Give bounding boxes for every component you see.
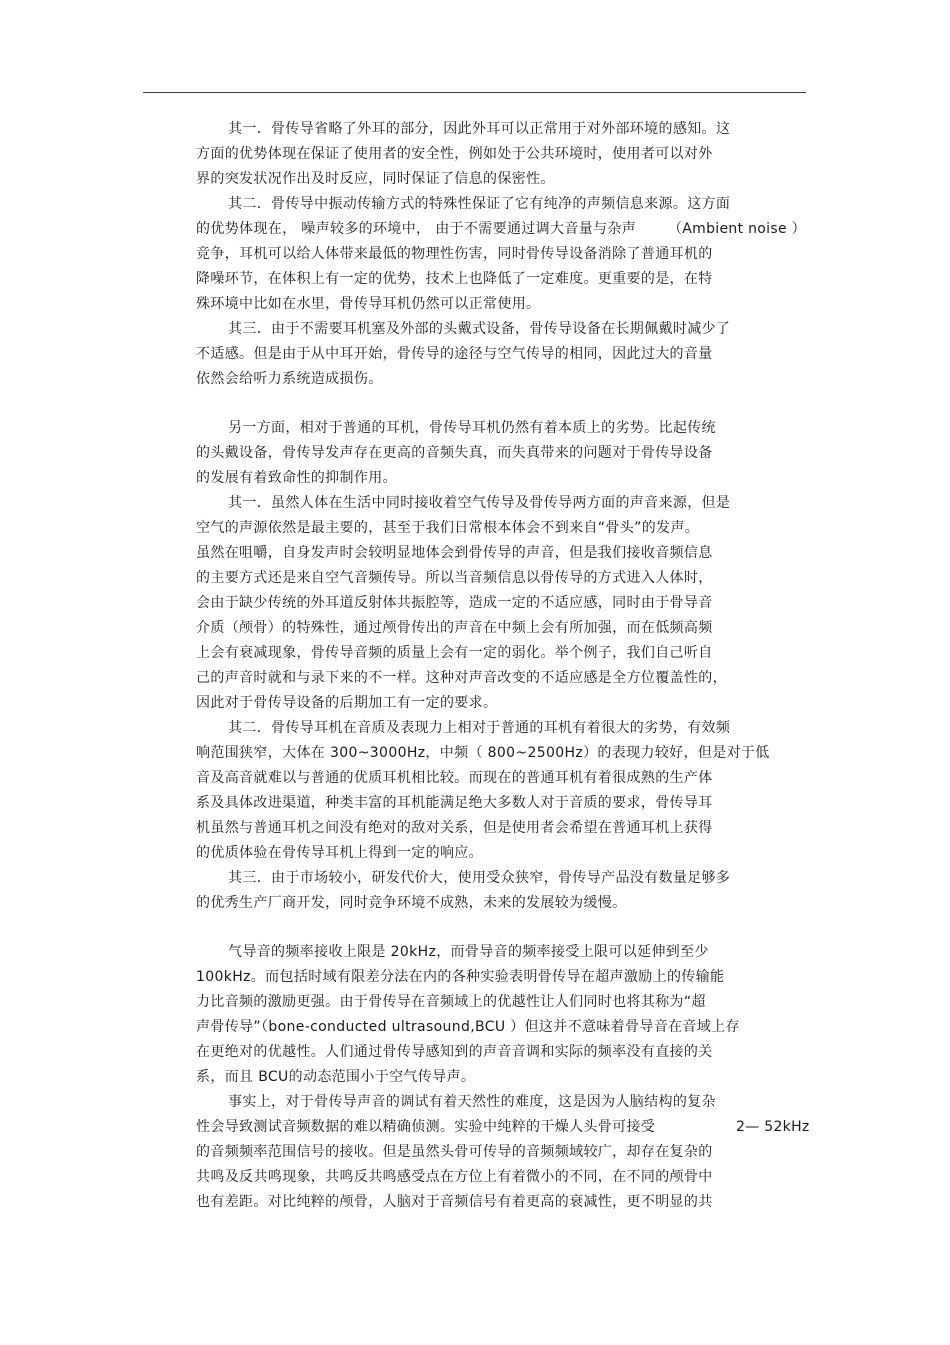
paragraph-line: 的头戴设备，骨传导发声存在更高的音频失真，而失真带来的问题对于骨传导设备 bbox=[196, 445, 713, 461]
paragraph-line: 声骨传导”（bone-conducted ultrasound,BCU ）但这并不意味着骨导音在音域上存 bbox=[196, 1019, 740, 1035]
paragraph-line: 另一方面，相对于普通的耳机，骨传导耳机仍然有着本质上的劣势。比起传统 bbox=[228, 420, 716, 436]
paragraph-line: 界的突发状况作出及时反应，同时保证了信息的保密性。 bbox=[196, 171, 555, 187]
paragraph-line: 音及高音就难以与普通的优质耳机相比较。而现在的普通耳机有着很成熟的生产体 bbox=[196, 770, 713, 786]
paragraph-line: 其一．骨传导省略了外耳的部分，因此外耳可以正常用于对外部环境的感知。这 bbox=[228, 121, 731, 137]
paragraph-line: 介质（颅骨）的特殊性，通过颅骨传出的声音在中频上会有所加强，而在低频高频 bbox=[196, 620, 713, 636]
paragraph-line: 方面的优势体现在保证了使用者的安全性，例如处于公共环境时，使用者可以对外 bbox=[196, 146, 713, 162]
paragraph-line: 系及具体改进渠道，种类丰富的耳机能满足绝大多数人对于音质的要求，骨传导耳 bbox=[196, 795, 713, 811]
paragraph-line-tail: 2— 52kHz bbox=[736, 1119, 810, 1135]
paragraph-line: 会由于缺少传统的外耳道反射体共振腔等，造成一定的不适应感，同时由于骨导音 bbox=[196, 595, 713, 611]
paragraph-line: 性会导致测试音频数据的难以精确侦测。实验中纯粹的干燥人头骨可接受 bbox=[196, 1119, 656, 1135]
paragraph-line: 空气的声源依然是最主要的，甚至于我们日常根本体会不到来自“骨头”的发声。 bbox=[196, 520, 700, 536]
paragraph-line: 的优质体验在骨传导耳机上得到一定的响应。 bbox=[196, 845, 483, 861]
paragraph-line: 100kHz。而包括时域有限差分法在内的各种实验表明骨传导在超声激励上的传输能 bbox=[196, 969, 725, 985]
paragraph-line: 的主要方式还是来自空气音频传导。所以当音频信息以骨传导的方式进入人体时， bbox=[196, 570, 713, 586]
paragraph-line: 的发展有着致命性的抑制作用。 bbox=[196, 470, 397, 486]
paragraph-line: 响范围狭窄，大体在 300~3000Hz，中频（ 800~2500Hz）的表现力较好，但是对于低 bbox=[196, 745, 770, 761]
paragraph-line: 的音频频率范围信号的接收。但是虽然头骨可传导的音频频域较广，却存在复杂的 bbox=[196, 1144, 713, 1160]
paragraph-line: 在更绝对的优越性。人们通过骨传导感知到的声音音调和实际的频率没有直接的关 bbox=[196, 1044, 713, 1060]
paragraph-line: 气导音的频率接收上限是 20kHz，而骨导音的频率接受上限可以延伸到至少 bbox=[228, 944, 709, 960]
paragraph-line: 系，而且 BCU的动态范围小于空气传导声。 bbox=[196, 1069, 476, 1085]
paragraph-line: 竞争，耳机可以给人体带来最低的物理性伤害，同时骨传导设备消除了普通耳机的 bbox=[196, 246, 713, 262]
paragraph-line: 因此对于骨传导设备的后期加工有一定的要求。 bbox=[196, 695, 498, 711]
paragraph-line: 其二．骨传导耳机在音质及表现力上相对于普通的耳机有着很大的劣势，有效频 bbox=[228, 720, 731, 736]
paragraph-line: 的优势体现在， 噪声较多的环境中， 由于不需要通过调大音量与杂声 bbox=[196, 221, 637, 237]
paragraph-line-tail: （Ambient noise ） bbox=[668, 221, 806, 237]
paragraph-line: 事实上，对于骨传导声音的调试有着天然性的难度，这是因为人脑结构的复杂 bbox=[228, 1094, 716, 1110]
paragraph-line: 依然会给听力系统造成损伤。 bbox=[196, 371, 383, 387]
paragraph-line: 的优秀生产厂商开发，同时竞争环境不成熟，未来的发展较为缓慢。 bbox=[196, 895, 627, 911]
paragraph-line: 也有差距。对比纯粹的颅骨，人脑对于音频信号有着更高的衰减性，更不明显的共 bbox=[196, 1194, 713, 1210]
paragraph-line: 力比音频的激励更强。由于骨传导在音频域上的优越性让人们同时也将其称为“超 bbox=[196, 994, 706, 1010]
paragraph-line: 殊环境中比如在水里，骨传导耳机仍然可以正常使用。 bbox=[196, 296, 541, 312]
paragraph-line: 其二．骨传导中振动传输方式的特殊性保证了它有纯净的声频信息来源。这方面 bbox=[228, 196, 731, 212]
paragraph-line: 机虽然与普通耳机之间没有绝对的敌对关系，但是使用者会希望在普通耳机上获得 bbox=[196, 820, 713, 836]
paragraph-line: 其一．虽然人体在生活中同时接收着空气传导及骨传导两方面的声音来源，但是 bbox=[228, 495, 731, 511]
paragraph-line: 其三．由于不需要耳机塞及外部的头戴式设备，骨传导设备在长期佩戴时减少了 bbox=[228, 321, 731, 337]
paragraph-line: 己的声音时就和与录下来的不一样。这种对声音改变的不适应感是全方位覆盖性的， bbox=[196, 670, 727, 686]
paragraph-line: 共鸣及反共鸣现象，共鸣反共鸣感受点在方位上有着微小的不同，在不同的颅骨中 bbox=[196, 1169, 713, 1185]
paragraph-line: 上会有衰减现象，骨传导音频的质量上会有一定的弱化。举个例子，我们自己听自 bbox=[196, 645, 713, 661]
paragraph-line: 其三．由于市场较小，研发代价大，使用受众狭窄，骨传导产品没有数量足够多 bbox=[228, 870, 731, 886]
paragraph-line: 降噪环节，在体积上有一定的优势，技术上也降低了一定难度。更重要的是，在特 bbox=[196, 271, 713, 287]
paragraph-line: 虽然在咀嚼，自身发声时会较明显地体会到骨传导的声音，但是我们接收音频信息 bbox=[196, 545, 713, 561]
paragraph-line: 不适感。但是由于从中耳开始，骨传导的途径与空气传导的相同，因此过大的音量 bbox=[196, 346, 713, 362]
